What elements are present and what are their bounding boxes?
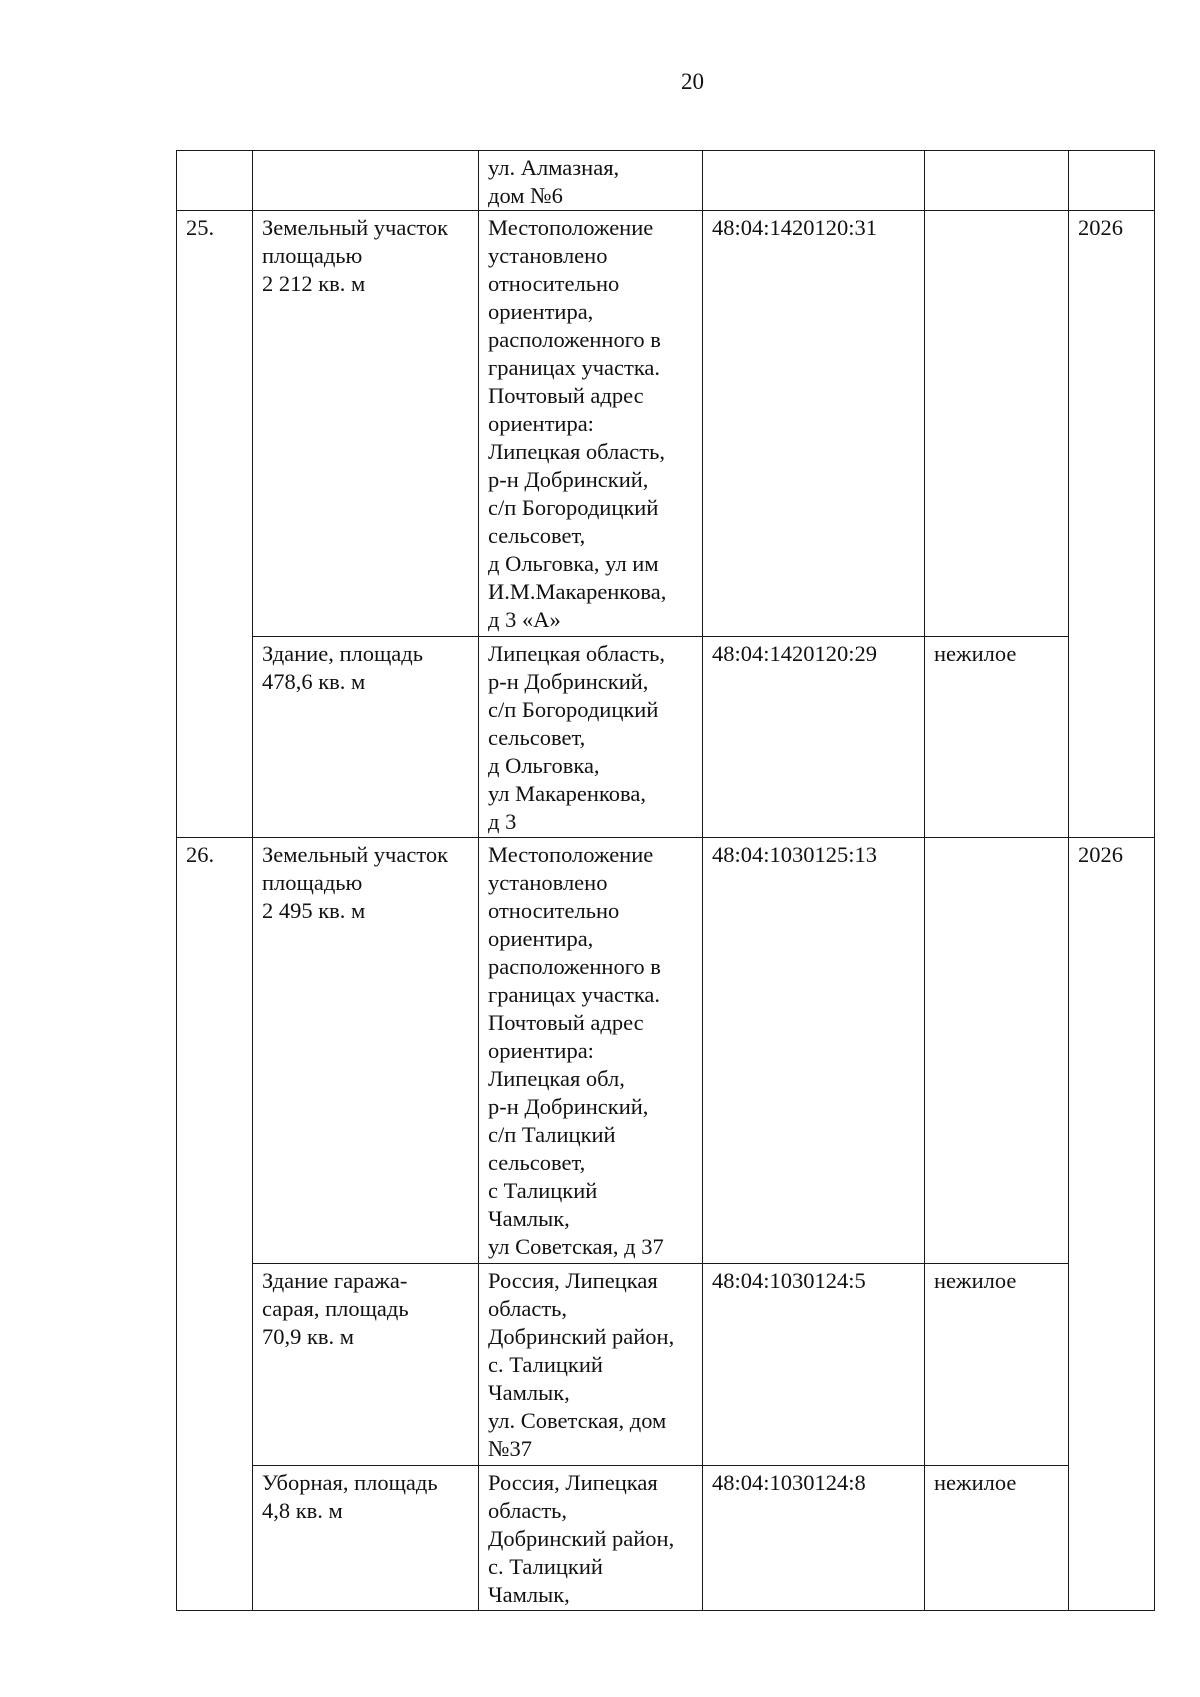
object-cell: Здание, площадь 478,6 кв. м bbox=[253, 637, 479, 838]
address-cell: Липецкая область, р-н Добринский, с/п Богородицкий сельсовет, д Ольговка, ул Макаренкова, д 3 bbox=[479, 637, 703, 838]
address-cell: ул. Алмазная, дом №6 bbox=[479, 151, 703, 211]
table-row-26-land bbox=[177, 838, 1155, 1264]
cadastral-number-cell: 48:04:1420120:31 bbox=[703, 211, 925, 637]
page-number: 20 bbox=[681, 69, 704, 94]
purpose-cell: нежилое bbox=[925, 1264, 1069, 1466]
purpose-cell bbox=[925, 151, 1069, 211]
cadastral-number-cell: 48:04:1420120:29 bbox=[703, 637, 925, 838]
property-table bbox=[176, 150, 1155, 1611]
address-cell: Местоположение установлено относительно ориентира, расположенного в границах участка. Почтовый адрес ориентира: Липецкая область, р-н Добринский, с/п Богородицкий сельсовет, д Ольговка, ул им И.М.Макаренкова, д 3 «А» bbox=[479, 211, 703, 637]
table-row-26-latrine bbox=[177, 1466, 1155, 1611]
row-number: 25. bbox=[186, 215, 215, 240]
cadastral-number-cell: 48:04:1030124:8 bbox=[703, 1466, 925, 1611]
address-cell: Россия, Липецкая область, Добринский район, с. Талицкий Чамлык, bbox=[479, 1466, 703, 1611]
year-value: 2026 bbox=[1078, 215, 1123, 240]
cadastral-number-cell bbox=[703, 151, 925, 211]
purpose-cell bbox=[925, 838, 1069, 1264]
table-row-25-building bbox=[177, 637, 1155, 838]
purpose-cell: нежилое bbox=[925, 1466, 1069, 1611]
object-cell: Здание гаража- сарая, площадь 70,9 кв. м bbox=[253, 1264, 479, 1466]
table-row-continuation bbox=[177, 151, 1155, 211]
cadastral-number-cell: 48:04:1030125:13 bbox=[703, 838, 925, 1264]
address-cell: Местоположение установлено относительно ориентира, расположенного в границах участка. Почтовый адрес ориентира: Липецкая обл, р-н Добринский, с/п Талицкий сельсовет, с Талицкий Чамлык, ул Советская, д 37 bbox=[479, 838, 703, 1264]
address-cell: Россия, Липецкая область, Добринский район, с. Талицкий Чамлык, ул. Советская, дом №37 bbox=[479, 1264, 703, 1466]
object-cell bbox=[253, 151, 479, 211]
year-value: 2026 bbox=[1078, 842, 1123, 867]
row-number-cell bbox=[177, 838, 253, 1611]
object-cell: Уборная, площадь 4,8 кв. м bbox=[253, 1466, 479, 1611]
row-number-cell bbox=[177, 211, 253, 838]
cadastral-number-cell: 48:04:1030124:5 bbox=[703, 1264, 925, 1466]
row-number-cell bbox=[177, 151, 253, 211]
year-cell bbox=[1069, 151, 1155, 211]
row-number: 26. bbox=[186, 842, 215, 867]
object-cell: Земельный участок площадью 2 212 кв. м bbox=[253, 211, 479, 637]
year-cell bbox=[1069, 838, 1155, 1611]
object-cell: Земельный участок площадью 2 495 кв. м bbox=[253, 838, 479, 1264]
table-row-26-garage bbox=[177, 1264, 1155, 1466]
purpose-cell: нежилое bbox=[925, 637, 1069, 838]
purpose-cell bbox=[925, 211, 1069, 637]
year-cell bbox=[1069, 211, 1155, 838]
table-row-25-land bbox=[177, 211, 1155, 637]
